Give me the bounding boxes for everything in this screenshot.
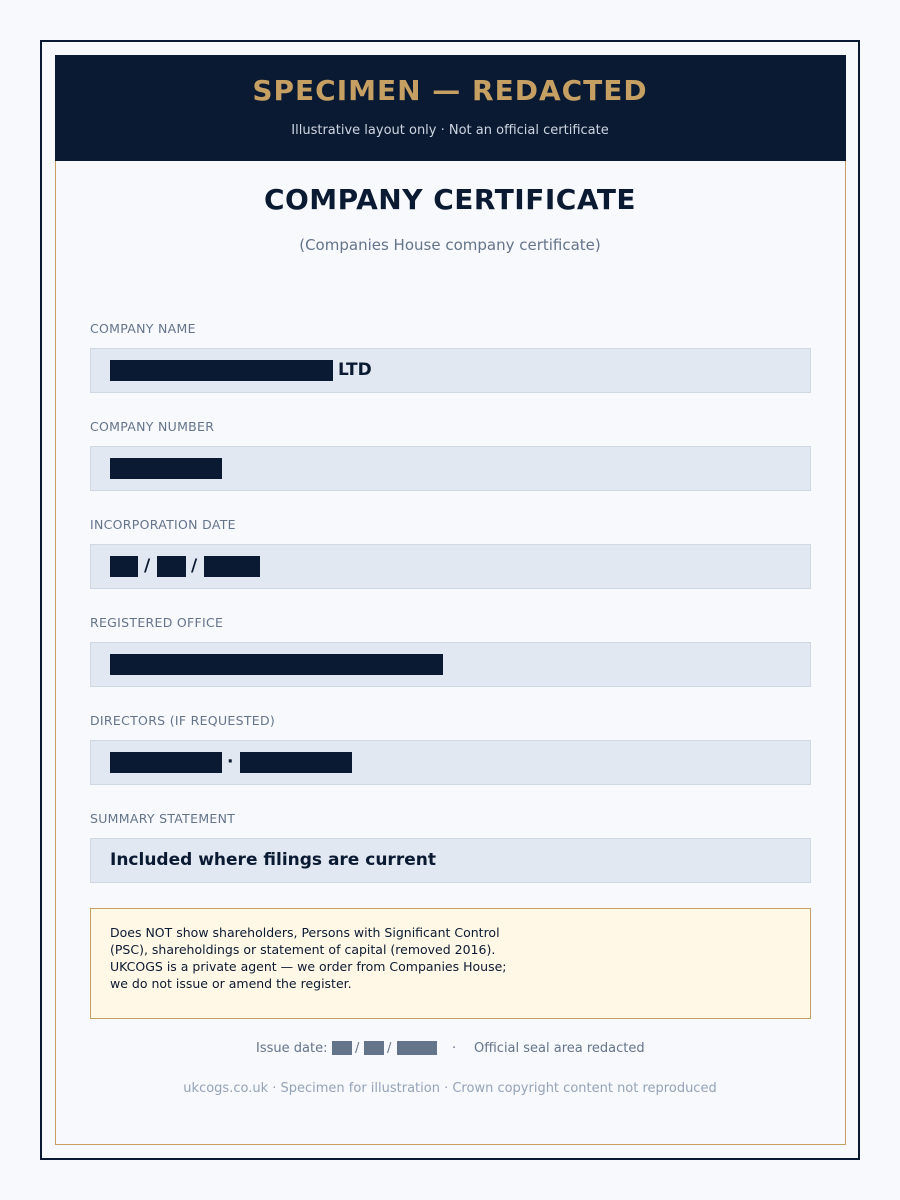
company-number-field <box>90 446 811 491</box>
seal-redacted-text: Official seal area redacted <box>474 1041 645 1056</box>
redaction-block <box>240 752 352 773</box>
incorporation-date-label: INCORPORATION DATE <box>90 517 236 532</box>
specimen-banner <box>55 55 846 161</box>
redaction-block <box>110 556 138 577</box>
redaction-block <box>110 458 222 479</box>
redaction-block <box>364 1041 384 1055</box>
directors-label: DIRECTORS (IF REQUESTED) <box>90 713 276 728</box>
footer-text: ukcogs.co.uk · Specimen for illustration · Crown copyright content not reproduced <box>183 1081 717 1096</box>
summary-statement-value: Included where filings are current <box>110 850 436 870</box>
notice-line: UKCOGS is a private agent — we order from Companies House; <box>110 959 507 974</box>
redaction-block <box>332 1041 352 1055</box>
notice-line: we do not issue or amend the register. <box>110 976 352 991</box>
redaction-block <box>397 1041 437 1055</box>
date-separator: / <box>144 556 151 576</box>
company-name-label: COMPANY NAME <box>90 321 196 336</box>
disclaimer-notice <box>90 908 811 1019</box>
redaction-block <box>204 556 260 577</box>
notice-line: Does NOT show shareholders, Persons with Significant Control <box>110 925 500 940</box>
company-name-suffix: LTD <box>338 360 372 380</box>
incorporation-date-field <box>90 544 811 589</box>
company-name-field <box>90 348 811 393</box>
directors-field <box>90 740 811 785</box>
banner-title: SPECIMEN — REDACTED <box>252 74 648 107</box>
issue-date-label: Issue date: <box>256 1041 328 1056</box>
summary-statement-field <box>90 838 811 883</box>
notice-line: (PSC), shareholdings or statement of capital (removed 2016). <box>110 942 496 957</box>
document-title: COMPANY CERTIFICATE <box>263 183 637 216</box>
registered-office-label: REGISTERED OFFICE <box>90 615 224 630</box>
summary-statement-label: SUMMARY STATEMENT <box>90 811 236 826</box>
banner-subtitle: Illustrative layout only · Not an official certificate <box>291 123 609 138</box>
redaction-block <box>157 556 186 577</box>
company-number-label: COMPANY NUMBER <box>90 419 215 434</box>
redaction-block <box>110 360 333 381</box>
redaction-block <box>110 654 443 675</box>
issue-row-dot: · <box>452 1041 457 1056</box>
date-separator: / <box>191 556 198 576</box>
directors-separator: · <box>227 752 234 772</box>
document-subtitle: (Companies House company certificate) <box>299 236 601 254</box>
registered-office-field <box>90 642 811 687</box>
issue-date-separator: / <box>355 1041 360 1056</box>
redaction-block <box>110 752 222 773</box>
issue-date-separator: / <box>387 1041 392 1056</box>
